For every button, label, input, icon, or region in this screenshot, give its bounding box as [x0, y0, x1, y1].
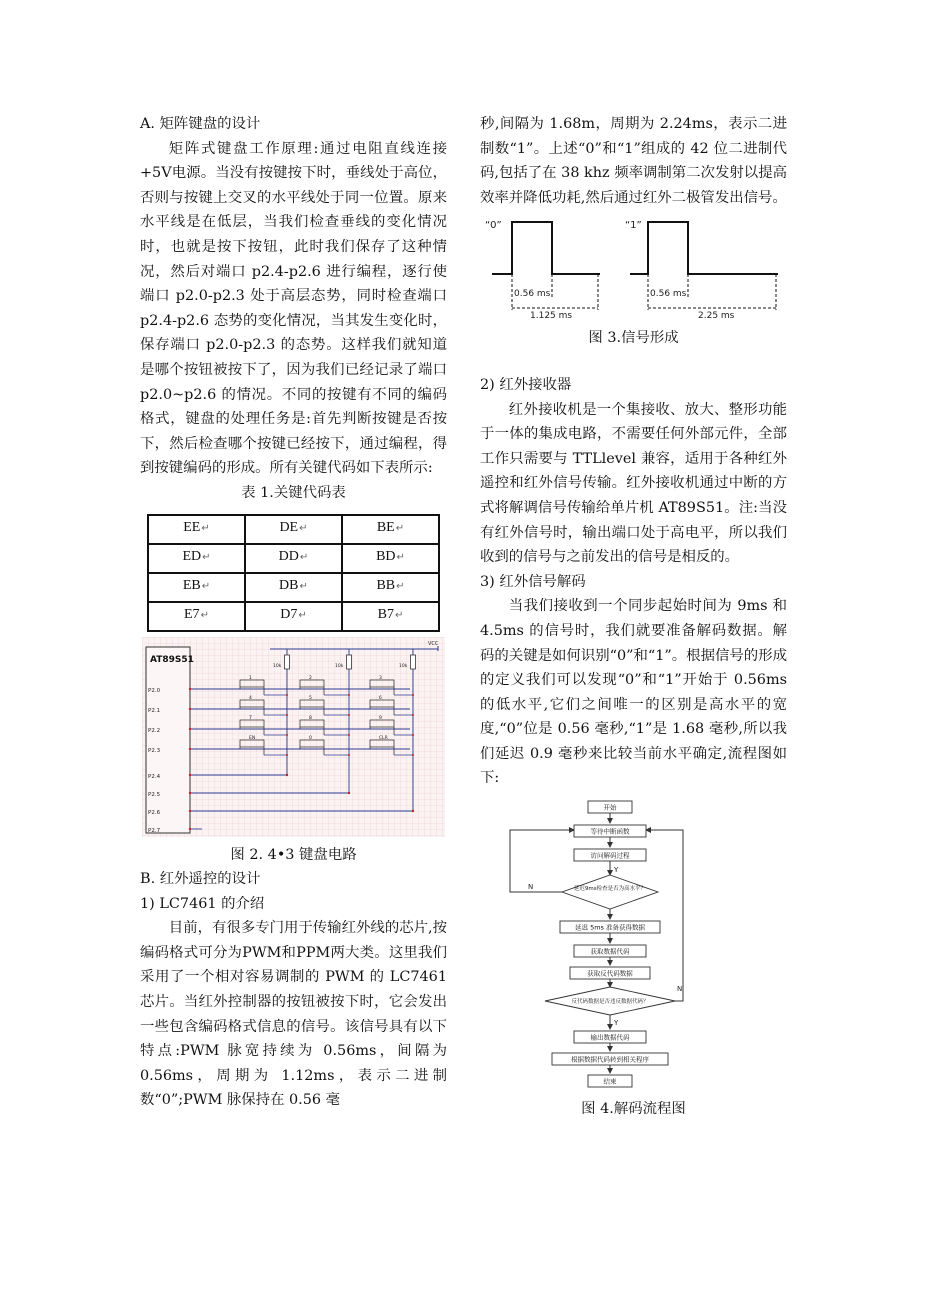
paragraph-mark-icon: ↵ [396, 581, 405, 593]
key-table-row [148, 573, 439, 602]
key-code-table-body [148, 515, 439, 631]
table-caption: 表 1.关键代码表 [241, 484, 346, 501]
key-code-cell [245, 544, 342, 573]
paragraph-mark-icon: ↵ [299, 523, 308, 535]
junction-dot [286, 694, 288, 696]
yes-label-1: Y [614, 866, 619, 875]
key-code-cell [148, 515, 245, 544]
key-code-text: DB [279, 578, 299, 594]
pin-label: P2.0 [148, 687, 161, 694]
flow-wait-node-label: 等待中断函数 [590, 827, 630, 836]
key-code-cell [342, 544, 439, 573]
pin-dot [189, 727, 191, 729]
pin-label: P2.2 [148, 727, 161, 734]
key-code-text: BD [376, 549, 396, 565]
key-code-table [147, 514, 440, 632]
key-code-cell [245, 515, 342, 544]
junction-dot [348, 734, 350, 736]
pin-dot [189, 687, 191, 689]
flow-get-data-node-label: 获取数据代码 [590, 947, 630, 956]
resistor-body [411, 655, 416, 669]
keyboard-circuit-diagram [142, 637, 445, 837]
zero-period-label: 1.125 ms [530, 311, 573, 322]
pin-dot [189, 809, 191, 811]
key-code-text: D7 [280, 607, 298, 623]
junction-dot [348, 694, 350, 696]
junction-dot [412, 734, 414, 736]
junction-dot [286, 773, 288, 775]
paragraph-ir-receiver: 红外接收机是一个集接收、放大、整形功能于一体的集成电路，不需要任何外部元件，全部工作只需要与 TTLlevel 兼容，适用于各种红外遥控和红外信号传输。红外接收机通过中断的方式将解调信号传输给单片机 AT89S51。注:当没有红外信号时，输出端口处于高电平，所以我们收到的信号与之前发出的信号是相反的。 [480, 401, 787, 566]
key-table-row [148, 602, 439, 631]
flow-output-node-label: 输出数据代码 [590, 1033, 630, 1042]
subsection-3-heading: 3) 红外信号解码 [480, 573, 586, 590]
decode-flowchart [480, 799, 787, 1095]
resistor-body [347, 655, 352, 669]
one-period-label: 2.25 ms [698, 311, 735, 322]
junction-dot [286, 734, 288, 736]
mcu-chip-label: AT89S51 [150, 654, 194, 665]
key-label: 0 [309, 735, 312, 741]
resistor-label: 10k [399, 663, 408, 669]
waveform-label-one: “1” [625, 220, 642, 232]
key-label: 5 [309, 695, 312, 701]
key-table-row [148, 515, 439, 544]
waveform-zero-trace [492, 222, 600, 274]
key-code-text: DE [279, 520, 299, 536]
yes-label-2: Y [614, 1019, 619, 1028]
key-label: 7 [249, 715, 252, 721]
paragraph-mark-icon: ↵ [395, 523, 405, 535]
key-label: CLR [379, 735, 388, 741]
junction-dot [348, 714, 350, 716]
flow-decision-1-label: 延迟9ms检查是否为高水平？ [573, 886, 647, 893]
paragraph-ir-decoding: 当我们接收到一个同步起始时间为 9ms 和 4.5ms 的信号时，我们就要准备解码数据。解码的关键是如何识别“0”和“1”。根据信号的形成的定义我们可以发现“0”和“1”开始于 0.56ms 的低水平,它们之间唯一的区别是高水平的宽度,“0”位是 0.56 毫秒,“1”是 1.68 毫秒,所以我们延迟 0.9 毫秒来比较当前水平确定,流程图如下: [480, 598, 787, 787]
flow-start-node-label: 开始 [603, 803, 617, 812]
key-code-text: ED [182, 549, 202, 565]
pin-label: P2.5 [148, 791, 161, 798]
key-label: 8 [309, 715, 312, 721]
key-code-cell [342, 602, 439, 631]
paragraph-mark-icon: ↵ [394, 610, 404, 622]
waveform-dashed-guides [512, 274, 776, 310]
flow-end-node-label: 结束 [603, 1077, 617, 1086]
pin-dot [189, 747, 191, 749]
resistor-label: 10k [273, 663, 282, 669]
pin-dot [189, 707, 191, 709]
flow-visit-node-label: 访问解码过程 [590, 851, 630, 860]
key-code-text: BE [376, 520, 395, 536]
subsection-2-heading: 2) 红外接收器 [480, 376, 572, 393]
waveform-one-trace [630, 222, 778, 274]
no-label-1: N [528, 883, 534, 892]
key-code-text: EB [182, 578, 201, 594]
waveform-label-zero: “0” [485, 220, 502, 232]
section-b-heading: B. 红外遥控的设计 [140, 871, 261, 888]
junction-dot [348, 791, 350, 793]
paragraph-matrix-keyboard: 矩阵式键盘工作原理:通过电阻直线连接+5V电源。当没有按键按下时，垂线处于高位，否则与按键上交叉的水平线处于同一位置。原来水平线是在低层，当我们检查垂线的变化情况时，也就是按下按钮，此时我们保存了这种情况，然后对端口 p2.4-p2.6 进行编程，逐行使端口 p2.0-p2.3 处于高层态势，同时检查端口 p2.4-p2.6 态势的变化情况，当其发生变化时，保存端口 p2.0-p2.3 的态势。这样我们就知道是哪个按钮被按下了，因为我们已经记录了端口 p2.0~p2.6 的情况。不同的按键有不同的编码格式，键盘的处理任务是:首先判断按键是否按下，然后检查哪个按键已经按下，通过编程，得到按键编码的形成。所有关键代码如下表所示: [140, 140, 447, 477]
flow-delay-node-label: 延迟 5ms 准备获得数据 [575, 923, 645, 932]
figure-2-caption: 图 2. 4•3 键盘电路 [230, 846, 357, 863]
key-label: 9 [379, 715, 382, 721]
key-label: 3 [379, 675, 382, 681]
flow-decision-1 [562, 875, 658, 909]
paragraph-continuation: 秒,间隔为 1.68m，周期为 2.24ms，表示二进制数“1”。上述“0”和“1”组成的 42 位二进制代码,包括了在 38 khz 频率调制第二次发射以提高效率并降低功耗,然后通过红外二极管发出信号。 [480, 116, 787, 206]
pin-dot [189, 773, 191, 775]
flow-decision-2-label: 反代码数据是否违反数据代码？ [571, 999, 649, 1006]
key-table-row [148, 544, 439, 573]
junction-dot [286, 754, 288, 756]
resistor-body [285, 655, 290, 669]
no-label-2: N [677, 985, 683, 994]
key-code-cell [245, 602, 342, 631]
key-code-cell [148, 544, 245, 573]
paragraph-mark-icon: ↵ [299, 552, 309, 564]
paragraph-mark-icon: ↵ [396, 552, 405, 564]
pin-dot [189, 827, 191, 829]
key-label: 6 [379, 695, 382, 701]
key-code-cell [245, 573, 342, 602]
key-code-text: EE [183, 520, 201, 536]
paragraph-mark-icon: ↵ [298, 610, 307, 622]
key-code-cell [342, 515, 439, 544]
junction-dot [348, 754, 350, 756]
key-label: 2 [309, 675, 312, 681]
key-code-cell [148, 602, 245, 631]
paragraph-mark-icon: ↵ [299, 581, 308, 593]
resistor-label: 10k [335, 663, 344, 669]
paragraph-mark-icon: ↵ [201, 523, 210, 535]
junction-dot [412, 754, 414, 756]
flow-get-inverse-node-label: 获取反代码数据 [587, 969, 633, 978]
pin-label: P2.3 [148, 747, 161, 754]
key-code-text: DD [278, 549, 299, 565]
key-label: 1 [249, 675, 252, 681]
pin-label: P2.1 [148, 707, 161, 714]
key-code-cell [148, 573, 245, 602]
key-code-cell [342, 573, 439, 602]
right-column [480, 112, 787, 1122]
paragraph-mark-icon: ↵ [202, 552, 211, 564]
pin-label: P2.6 [148, 809, 161, 816]
one-pulse-width-label: 0.56 ms [650, 289, 687, 300]
section-a-heading: A. 矩阵键盘的设计 [140, 116, 261, 132]
paragraph-mark-icon: ↵ [201, 581, 211, 593]
pin-label: P2.4 [148, 773, 161, 780]
pin-dot [189, 791, 191, 793]
paragraph-mark-icon: ↵ [200, 610, 209, 622]
paragraph-lc7461: 目前，有很多专门用于传输红外线的芯片,按编码格式可分为PWM和PPM两大类。这里我们采用了一个相对容易调制的 PWM 的 LC7461 芯片。当红外控制器的按钮被按下时，它会发出一些包含编码格式信息的信号。该信号具有以下特点:PWM 脉宽持续为 0.56ms，间隔为 0.56ms，周期为 1.12ms，表示二进制数“0”;PWM 脉保持在 0.56 毫 [140, 920, 447, 1109]
figure-4-caption: 图 4.解码流程图 [581, 1101, 686, 1118]
figure-3-caption: 图 3.信号形成 [588, 330, 679, 347]
key-code-text: BB [376, 578, 396, 594]
subsection-1-heading: 1) LC7461 的介绍 [140, 895, 265, 912]
mcu-chip-body [146, 647, 190, 833]
key-label: EN [249, 735, 256, 741]
junction-dot [412, 694, 414, 696]
left-column [140, 112, 447, 1113]
vcc-label: VCC [428, 640, 439, 647]
key-code-text: E7 [184, 607, 200, 623]
junction-dot [286, 714, 288, 716]
junction-dot [412, 714, 414, 716]
pin-label: P2.7 [148, 827, 161, 834]
junction-dot [412, 809, 414, 811]
flow-jump-node-label: 根据数据代码转到相关程序 [571, 1055, 649, 1064]
zero-pulse-width-label: 0.56 ms [514, 289, 551, 300]
signal-waveform-figure [480, 214, 787, 322]
key-code-text: B7 [377, 607, 394, 623]
key-label: 4 [249, 695, 252, 701]
